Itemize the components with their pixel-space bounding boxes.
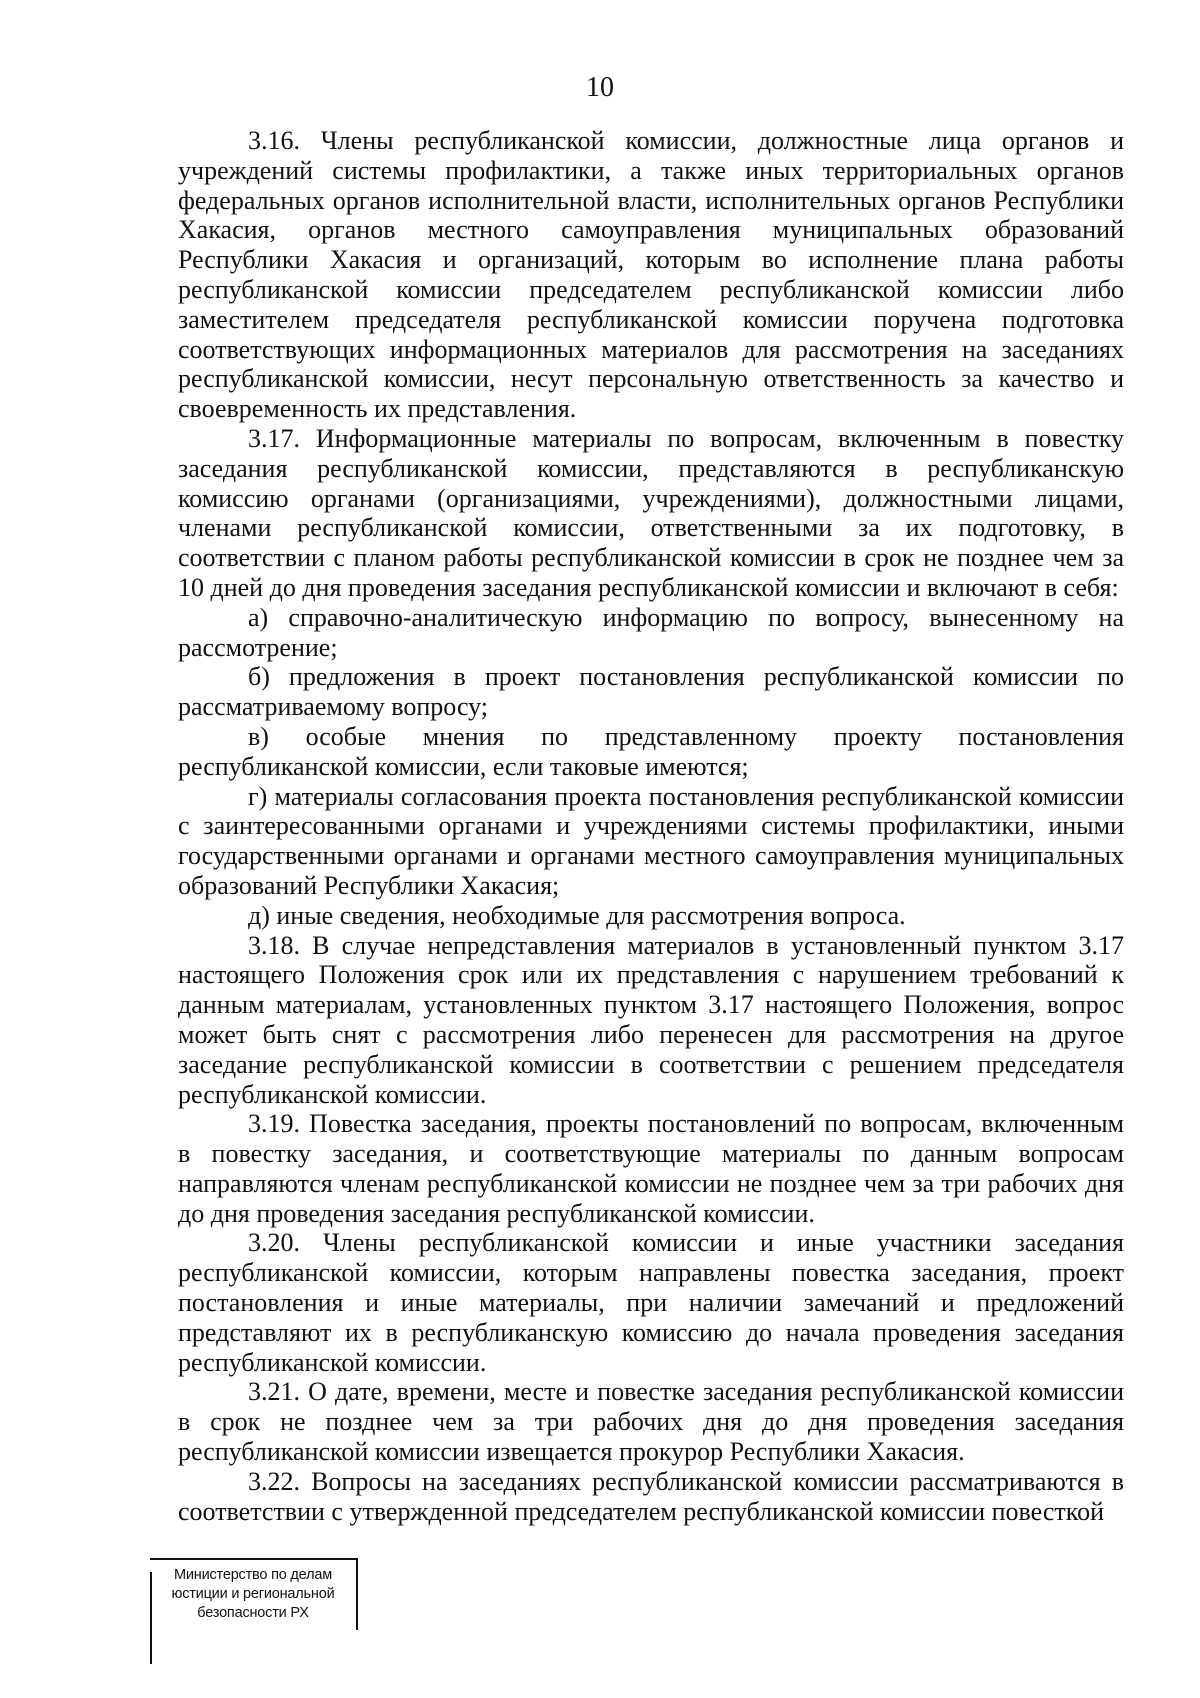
ministry-stamp [150, 1558, 358, 1630]
list-item-a: а) справочно-аналитическую информацию по вопросу, вынесенному на рассмотрение; [178, 602, 1124, 662]
stamp-line-2: юстиции и региональной [171, 1586, 335, 1602]
paragraph-3-19: 3.19. Повестка заседания, проекты постановлений по вопросам, включенным в повестку заседания, и соответствующие материалы по данным вопросам направляются членам республиканской комиссии не позднее чем за три рабочих дня до дня проведения заседания республиканской комиссии. [178, 1109, 1124, 1228]
list-item-d: д) иные сведения, необходимые для рассмотрения вопроса. [248, 900, 906, 930]
list-item-b: б) предложения в проект постановления республиканской комиссии по рассматриваемому вопросу; [178, 662, 1124, 722]
list-item-g: г) материалы согласования проекта постановления республиканской комиссии с заинтересованными органами и учреждениями системы профилактики, иными государственными органами и органами местного самоуправления муниципальных образований Республики Хакасия; [178, 781, 1124, 900]
stamp-line-1: Министерство по делам [174, 1567, 332, 1583]
page-number: 10 [586, 72, 614, 103]
stamp-line-3: безопасности РХ [197, 1605, 309, 1621]
paragraph-3-21: 3.21. О дате, времени, месте и повестке заседания республиканской комиссии в срок не позднее чем за три рабочих дня до дня проведения заседания республиканской комиссии извещается прокурор Республики Хакасия. [178, 1377, 1124, 1467]
document-body [178, 126, 1124, 1526]
paragraph-3-16: 3.16. Члены республиканской комиссии, должностные лица органов и учреждений системы профилактики, а также иных территориальных органов федеральных органов исполнительной власти, исполнительных органов Республики Хакасия, органов местного самоуправления муниципальных образований Республики Хакасия и организаций, которым во исполнение плана работы республиканской комиссии председателем республиканской комиссии либо заместителем председателя республиканской комиссии поручена подготовка соответствующих информационных материалов для рассмотрения на заседаниях республиканской комиссии, несут персональную ответственность за качество и своевременность их представления. [178, 126, 1124, 424]
paragraph-3-18: 3.18. В случае непредставления материалов в установленный пунктом 3.17 настоящего Положения срок или их представления с нарушением требований к данным материалам, установленных пунктом 3.17 настоящего Положения, вопрос может быть снят с рассмотрения либо перенесен для рассмотрения на другое заседание республиканской комиссии в соответствии с решением председателя республиканской комиссии. [178, 930, 1124, 1109]
paragraph-3-17: 3.17. Информационные материалы по вопросам, включенным в повестку заседания республиканской комиссии, представляются в республиканскую комиссию органами (организациями, учреждениями), должностными лицами, членами республиканской комиссии, ответственными за их подготовку, в соответствии с планом работы республиканской комиссии в срок не позднее чем за 10 дней до дня проведения заседания республиканской комиссии и включают в себя: [178, 423, 1124, 602]
paragraph-3-22: 3.22. Вопросы на заседаниях республиканской комиссии рассматриваются в соответствии с утвержденной председателем республиканской комиссии повесткой [178, 1466, 1124, 1526]
list-item-v: в) особые мнения по представленному проекту постановления республиканской комиссии, если таковые имеются; [178, 721, 1124, 781]
paragraph-3-20: 3.20. Члены республиканской комиссии и иные участники заседания республиканской комиссии, которым направлены повестка заседания, проект постановления и иные материалы, при наличии замечаний и предложений представляют их в республиканскую комиссию до начала проведения заседания республиканской комиссии. [178, 1228, 1124, 1377]
